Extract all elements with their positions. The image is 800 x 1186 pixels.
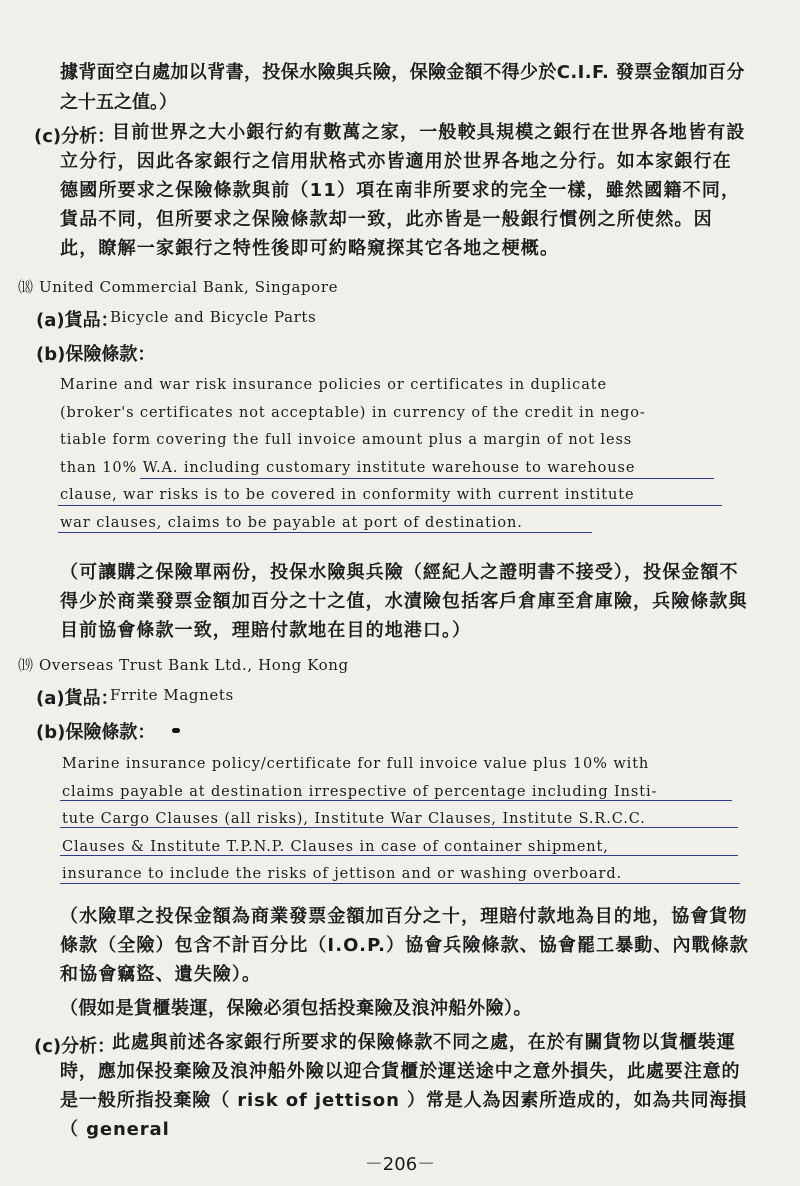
ink-mark: [172, 728, 180, 733]
item-19-terms-label: (b)保險條款：: [36, 722, 156, 743]
pen-underline: [58, 505, 722, 506]
intro-line-2: 之十五之值。）: [60, 92, 177, 113]
quote-line: tiable form covering the full invoice amount plus a margin of not less: [60, 432, 633, 448]
quote-line: (broker's certificates not acceptable) in currency of the credit in nego-: [60, 404, 646, 421]
quote-line: tute Cargo Clauses (all risks), Institute War Clauses, Institute S.R.C.C.: [62, 811, 646, 827]
quote-line: insurance to include the risks of jettison and or washing overboard.: [62, 866, 623, 882]
intro-line-1: 據背面空白處加以背書，投保水險與兵險，保險金額不得少於C.I.F. 發票金額加百分: [60, 62, 745, 83]
pen-underline: [60, 855, 738, 856]
item-18-quote: [60, 372, 730, 537]
item-18-translation: （可讓購之保險單兩份，投保水險與兵險（經紀人之證明書不接受），投保金額不得少於商業發票金額加百分之十之值，水漬險包括客戶倉庫至倉庫險，兵險條款與目前協會條款一致，理賠付款地在目的地港口。）: [60, 562, 748, 641]
item-19-goods-value: Frrite Magnets: [110, 686, 234, 704]
item-18-heading: ⒅ United Commercial Bank, Singapore: [18, 278, 339, 296]
quote-line: Marine insurance policy/certificate for full invoice value plus 10% with: [62, 756, 650, 772]
item-19-translation-1: （水險單之投保金額為商業發票金額加百分之十，理賠付款地為目的地，協會貨物條款（全險）包含不計百分比（I.O.P.）協會兵險條款、協會罷工暴動、內戰條款和協會竊盜、遺失險）。: [60, 906, 749, 985]
quote-line: war clauses, claims to be payable at port of destination.: [60, 514, 523, 531]
pen-underline: [58, 532, 592, 533]
quote-line: Clauses & Institute T.P.N.P. Clauses in case of container shipment,: [62, 838, 609, 855]
quote-line: than 10% W.A. including customary institute warehouse to warehouse: [60, 459, 636, 476]
analysis-c-text: 目前世界之大小銀行約有數萬之家，一般較具規模之銀行在世界各地皆有設立分行，因此各家銀行之信用狀格式亦皆適用於世界各地之分行。如本家銀行在德國所要求之保險條款與前（11）項在南非所要求的完全一樣，雖然國籍不同，貨品不同，但所要求之保險條款却一致，此亦皆是一般銀行慣例之所使然。因此，瞭解一家銀行之特性後即可約略窺探其它各地之梗概。: [60, 122, 746, 259]
item-19-heading: ⒆ Overseas Trust Bank Ltd., Hong Kong: [18, 656, 349, 674]
item-18-goods-value: Bicycle and Bicycle Parts: [110, 308, 317, 326]
analysis-c-paragraph: [60, 118, 750, 263]
item-18-goods-label: (a)貨品：: [36, 310, 119, 331]
item-19-goods-label: (a)貨品：: [36, 688, 119, 709]
pen-underline: [60, 800, 732, 801]
quote-line: clause, war risks is to be covered in conformity with current institute: [60, 487, 635, 503]
pen-underline: [60, 827, 738, 828]
item-19-quote: [62, 751, 732, 889]
item-18-terms-label: (b)保險條款：: [36, 344, 156, 365]
analysis-c-text-2: 此處與前述各家銀行所要求的保險條款不同之處，在於有關貨物以貨櫃裝運時，應加保投棄險及浪沖船外險以迎合貨櫃於運送途中之意外損失，此處要注意的是一般所指投棄險（ risk of jettison ）常是人為因素所造成的，如為共同海損（ general: [60, 1032, 748, 1140]
quote-line: claims payable at destination irrespective of percentage including Insti-: [62, 783, 658, 800]
item-19-translation-2: （假如是貨櫃裝運，保險必須包括投棄險及浪沖船外險）。: [60, 998, 532, 1019]
pen-underline: [60, 883, 740, 884]
quote-line: Marine and war risk insurance policies or certificates in duplicate: [60, 377, 607, 393]
page-number: －206－: [364, 1154, 436, 1175]
analysis-c-lead: (c)分析：: [34, 126, 116, 147]
pen-underline: [140, 478, 714, 479]
analysis-c-lead-2: (c)分析：: [34, 1036, 116, 1057]
analysis-c-paragraph-2: [60, 1028, 750, 1144]
